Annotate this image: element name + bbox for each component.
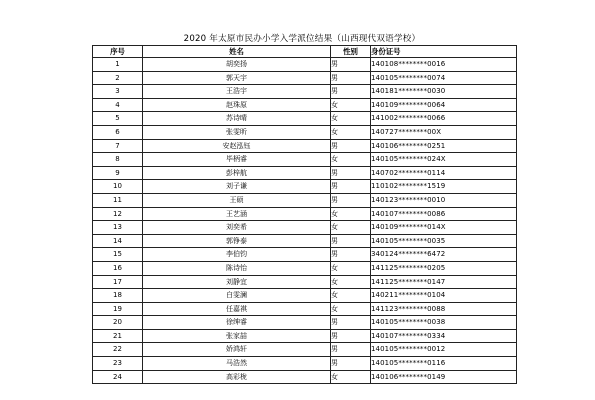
cell-serial-number: 6 bbox=[93, 125, 143, 139]
header-name: 姓名 bbox=[143, 46, 331, 58]
cell-id-number: 340124********6472 bbox=[371, 248, 517, 262]
cell-name: 赵珠原 bbox=[143, 98, 331, 112]
cell-gender: 女 bbox=[331, 370, 371, 384]
cell-name: 刘子谦 bbox=[143, 180, 331, 194]
cell-gender: 女 bbox=[331, 302, 371, 316]
cell-serial-number: 5 bbox=[93, 112, 143, 126]
cell-name: 陈诗怡 bbox=[143, 261, 331, 275]
cell-id-number: 140105********0035 bbox=[371, 234, 517, 248]
table-row bbox=[93, 357, 517, 371]
cell-id-number: 140109********0064 bbox=[371, 98, 517, 112]
header-row bbox=[93, 46, 517, 58]
cell-serial-number: 15 bbox=[93, 248, 143, 262]
table-row bbox=[93, 370, 517, 384]
cell-gender: 男 bbox=[331, 180, 371, 194]
table-row bbox=[93, 316, 517, 330]
cell-serial-number: 7 bbox=[93, 139, 143, 153]
cell-gender: 女 bbox=[331, 275, 371, 289]
cell-serial-number: 2 bbox=[93, 71, 143, 85]
cell-gender: 女 bbox=[331, 153, 371, 167]
table-row bbox=[93, 125, 517, 139]
table-row bbox=[93, 71, 517, 85]
table-row bbox=[93, 180, 517, 194]
cell-gender: 男 bbox=[331, 329, 371, 343]
cell-serial-number: 19 bbox=[93, 302, 143, 316]
cell-name: 彭梓航 bbox=[143, 166, 331, 180]
cell-serial-number: 9 bbox=[93, 166, 143, 180]
table-row bbox=[93, 275, 517, 289]
cell-serial-number: 8 bbox=[93, 153, 143, 167]
cell-gender: 女 bbox=[331, 261, 371, 275]
cell-id-number: 140105********0116 bbox=[371, 357, 517, 371]
table-row bbox=[93, 85, 517, 99]
cell-gender: 男 bbox=[331, 139, 371, 153]
cell-name: 郭铮泰 bbox=[143, 234, 331, 248]
cell-id-number: 140106********0251 bbox=[371, 139, 517, 153]
cell-name: 任嘉祺 bbox=[143, 302, 331, 316]
cell-id-number: 140123********0010 bbox=[371, 193, 517, 207]
cell-name: 高彩栊 bbox=[143, 370, 331, 384]
table-row bbox=[93, 153, 517, 167]
cell-id-number: 140727********00X bbox=[371, 125, 517, 139]
table-row bbox=[93, 139, 517, 153]
cell-name: 张家喆 bbox=[143, 329, 331, 343]
cell-serial-number: 23 bbox=[93, 357, 143, 371]
cell-serial-number: 22 bbox=[93, 343, 143, 357]
cell-gender: 男 bbox=[331, 193, 371, 207]
cell-name: 郭天宇 bbox=[143, 71, 331, 85]
header-id-number: 身份证号 bbox=[371, 46, 517, 58]
cell-id-number: 140105********0012 bbox=[371, 343, 517, 357]
cell-serial-number: 20 bbox=[93, 316, 143, 330]
cell-serial-number: 17 bbox=[93, 275, 143, 289]
table-row bbox=[93, 289, 517, 303]
cell-name: 娇鸿轩 bbox=[143, 343, 331, 357]
cell-gender: 男 bbox=[331, 234, 371, 248]
cell-gender: 女 bbox=[331, 289, 371, 303]
cell-name: 王浩宇 bbox=[143, 85, 331, 99]
cell-gender: 男 bbox=[331, 316, 371, 330]
cell-gender: 女 bbox=[331, 207, 371, 221]
cell-id-number: 141002********0066 bbox=[371, 112, 517, 126]
cell-id-number: 140107********0334 bbox=[371, 329, 517, 343]
header-serial-number: 序号 bbox=[93, 46, 143, 58]
table-row bbox=[93, 343, 517, 357]
cell-gender: 男 bbox=[331, 248, 371, 262]
cell-name: 王艺涵 bbox=[143, 207, 331, 221]
cell-serial-number: 10 bbox=[93, 180, 143, 194]
cell-serial-number: 13 bbox=[93, 221, 143, 235]
cell-id-number: 141125********0147 bbox=[371, 275, 517, 289]
table-row bbox=[93, 302, 517, 316]
cell-serial-number: 12 bbox=[93, 207, 143, 221]
table-row bbox=[93, 221, 517, 235]
cell-serial-number: 24 bbox=[93, 370, 143, 384]
table-row bbox=[93, 58, 517, 72]
table-row bbox=[93, 112, 517, 126]
cell-id-number: 141125********0205 bbox=[371, 261, 517, 275]
cell-id-number: 140108********0016 bbox=[371, 58, 517, 72]
table-row bbox=[93, 248, 517, 262]
cell-id-number: 140105********024X bbox=[371, 153, 517, 167]
header-gender: 性别 bbox=[331, 46, 371, 58]
cell-name: 张雯昕 bbox=[143, 125, 331, 139]
cell-id-number: 140181********0030 bbox=[371, 85, 517, 99]
cell-name: 胡奕扬 bbox=[143, 58, 331, 72]
cell-id-number: 140702********0114 bbox=[371, 166, 517, 180]
cell-gender: 女 bbox=[331, 98, 371, 112]
cell-gender: 女 bbox=[331, 112, 371, 126]
document-title: 2020 年太原市民办小学入学派位结果（山西现代双语学校） bbox=[183, 34, 421, 44]
cell-serial-number: 4 bbox=[93, 98, 143, 112]
cell-serial-number: 11 bbox=[93, 193, 143, 207]
cell-name: 安赵泓钰 bbox=[143, 139, 331, 153]
table-body bbox=[93, 58, 517, 384]
cell-id-number: 140106********0149 bbox=[371, 370, 517, 384]
cell-gender: 男 bbox=[331, 166, 371, 180]
table-row bbox=[93, 234, 517, 248]
cell-serial-number: 3 bbox=[93, 85, 143, 99]
cell-name: 徐绅睿 bbox=[143, 316, 331, 330]
cell-name: 苏诗晴 bbox=[143, 112, 331, 126]
cell-id-number: 140105********0038 bbox=[371, 316, 517, 330]
table-row bbox=[93, 261, 517, 275]
cell-serial-number: 16 bbox=[93, 261, 143, 275]
cell-name: 毕柄睿 bbox=[143, 153, 331, 167]
cell-name: 刘奕希 bbox=[143, 221, 331, 235]
cell-serial-number: 21 bbox=[93, 329, 143, 343]
cell-id-number: 140107********0086 bbox=[371, 207, 517, 221]
cell-id-number: 141123********0088 bbox=[371, 302, 517, 316]
table-row bbox=[93, 193, 517, 207]
table-row bbox=[93, 329, 517, 343]
cell-id-number: 140109********014X bbox=[371, 221, 517, 235]
cell-gender: 男 bbox=[331, 357, 371, 371]
cell-gender: 男 bbox=[331, 71, 371, 85]
cell-gender: 女 bbox=[331, 221, 371, 235]
table-row bbox=[93, 207, 517, 221]
cell-gender: 女 bbox=[331, 125, 371, 139]
cell-name: 李伯钧 bbox=[143, 248, 331, 262]
cell-serial-number: 18 bbox=[93, 289, 143, 303]
cell-serial-number: 14 bbox=[93, 234, 143, 248]
table-row bbox=[93, 166, 517, 180]
cell-gender: 男 bbox=[331, 58, 371, 72]
cell-id-number: 140105********0074 bbox=[371, 71, 517, 85]
cell-name: 白雯澜 bbox=[143, 289, 331, 303]
cell-serial-number: 1 bbox=[93, 58, 143, 72]
cell-name: 马浩然 bbox=[143, 357, 331, 371]
table-row bbox=[93, 98, 517, 112]
enrollment-table bbox=[92, 45, 517, 384]
cell-id-number: 110102********1519 bbox=[371, 180, 517, 194]
table-header bbox=[93, 46, 517, 58]
cell-id-number: 140211********0104 bbox=[371, 289, 517, 303]
cell-name: 刘静宜 bbox=[143, 275, 331, 289]
cell-gender: 男 bbox=[331, 85, 371, 99]
cell-name: 王硕 bbox=[143, 193, 331, 207]
cell-gender: 男 bbox=[331, 343, 371, 357]
